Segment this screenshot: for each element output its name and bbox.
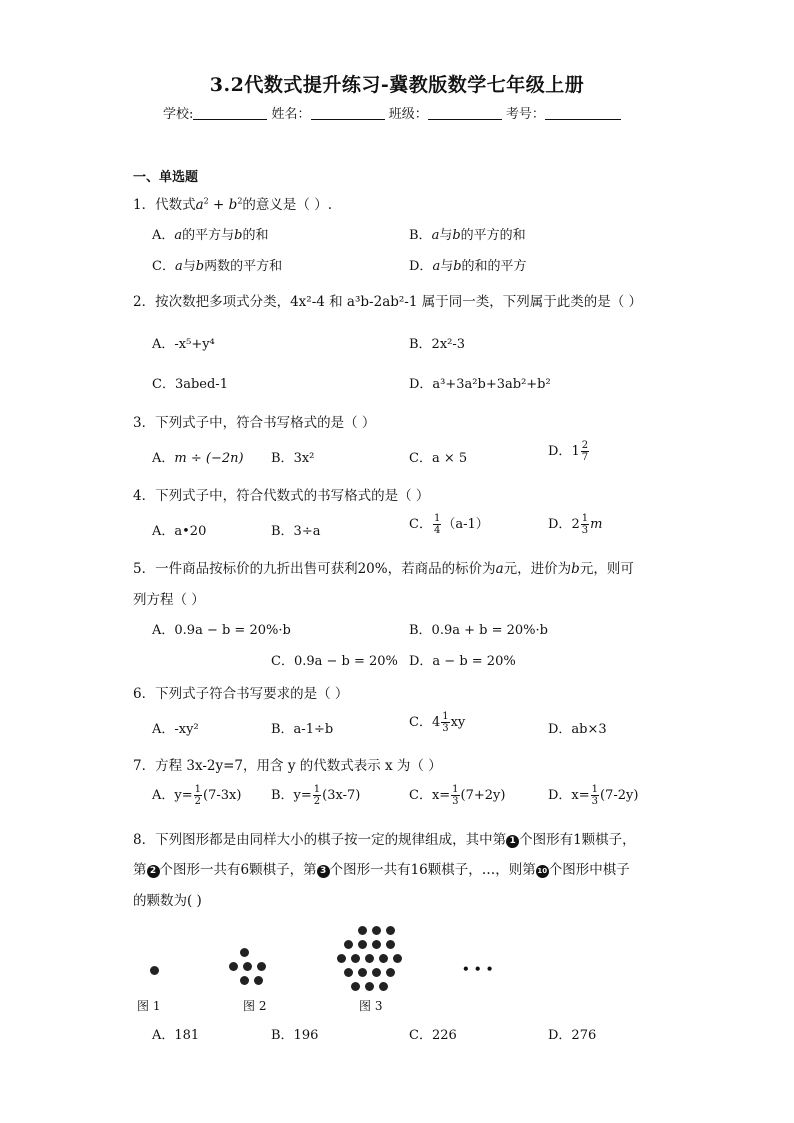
q8-option-c[interactable]: C．226 (409, 1028, 457, 1043)
q6-option-d[interactable]: D．ab×3 (548, 722, 607, 737)
q6-option-c[interactable]: C．4 $\frac{1}{3}$ xy (409, 711, 466, 734)
question-5-stem-line1: 5．一件商品按标价的九折出售可获利20%，若商品的标价为a元，进价为b元，则可 (133, 561, 634, 577)
q8-option-a[interactable]: A．181 (152, 1028, 200, 1043)
id-label: 考号： (505, 107, 545, 122)
name-label: 姓名： (271, 107, 311, 122)
section-title: 一、单选题 (133, 170, 199, 185)
figure-1-label: 图 1 (137, 999, 161, 1013)
figure-3-label: 图 3 (359, 999, 383, 1013)
q3-option-c[interactable]: C．a × 5 (409, 451, 468, 466)
q2-option-b[interactable]: B．2x²-3 (409, 337, 466, 352)
q7-option-d[interactable]: D．x= $\frac{1}{3}$ (7-2y) (548, 784, 639, 807)
figure-2-label: 图 2 (243, 999, 267, 1013)
q3-option-d[interactable]: D．1 $\frac{2}{7}$ (548, 440, 589, 463)
page-title: 3.2代数式提升练习-冀教版数学七年级上册 (209, 74, 585, 96)
circled-number-3: 3 (317, 865, 330, 878)
circled-number-1: 1 (506, 835, 519, 848)
class-blank[interactable] (428, 106, 502, 120)
question-6-stem: 6．下列式子符合书写要求的是（ ） (133, 686, 349, 702)
q1-option-b[interactable]: B．a与b的平方的和 (409, 228, 526, 243)
q8-option-b[interactable]: B．196 (271, 1028, 319, 1043)
q2-option-d[interactable]: D．a³+3a²b+3ab²+b² (409, 377, 551, 392)
q5-option-d[interactable]: D．a − b = 20% (409, 654, 516, 669)
q4-option-b[interactable]: B．3÷a (271, 524, 321, 539)
q6-option-a[interactable]: A．-xy² (152, 722, 199, 737)
id-blank[interactable] (545, 106, 621, 120)
school-label: 学校: (163, 107, 194, 122)
circled-number-2: 2 (147, 865, 160, 878)
q8-option-d[interactable]: D．276 (548, 1028, 597, 1043)
question-8-stem-line3: 的颗数为( ) (133, 893, 202, 909)
question-1-stem: 1．代数式$a^2 + b^2$的意义是（ ）. (133, 196, 332, 213)
circled-number-10: 10 (536, 865, 549, 878)
q7-option-b[interactable]: B．y= $\frac{1}{2}$ (3x-7) (271, 784, 361, 807)
q2-option-c[interactable]: C．3abed-1 (152, 377, 228, 392)
q3-option-b[interactable]: B．3x² (271, 451, 315, 466)
question-7-stem: 7．方程 3x-2y=7，用含 y 的代数式表示 x 为（ ） (133, 758, 442, 774)
question-3-stem: 3．下列式子中，符合书写格式的是（ ） (133, 415, 376, 431)
question-8-stem-line1: 8．下列图形都是由同样大小的棋子按一定的规律组成，其中第 1 个图形有1颗棋子， (133, 832, 636, 848)
q4-option-c[interactable]: C． $\frac{1}{4}$ （a-1） (409, 513, 489, 536)
question-8-stem-line2: 第 2 个图形一共有6颗棋子，第 3 个图形一共有16颗棋子，…，则第 10 个图形中棋子 (133, 862, 630, 878)
question-2-stem: 2．按次数把多项式分类，4x²-4 和 a³b-2ab²-1 属于同一类，下列属于此类的是（ ） (133, 294, 643, 310)
q5-option-b[interactable]: B．0.9a + b = 20%·b (409, 623, 548, 638)
q4-option-d[interactable]: D．2 $\frac{1}{3}$ m (548, 513, 603, 536)
q5-option-c[interactable]: C．0.9a − b = 20% (271, 654, 398, 669)
q1-option-a[interactable]: A．a的平方与b的和 (152, 228, 269, 243)
q1-option-d[interactable]: D．a与b的和的平方 (409, 259, 527, 274)
class-label: 班级： (388, 107, 428, 122)
q1-option-c[interactable]: C．a与b两数的平方和 (152, 259, 283, 274)
figure-ellipsis: • • • (462, 962, 494, 976)
q6-option-b[interactable]: B．a-1÷b (271, 722, 334, 737)
name-blank[interactable] (311, 106, 385, 120)
question-4-stem: 4．下列式子中，符合代数式的书写格式的是（ ） (133, 488, 430, 504)
q2-option-a[interactable]: A．-x⁵+y⁴ (152, 337, 215, 352)
question-5-stem-line2: 列方程（ ） (133, 592, 205, 608)
q7-option-c[interactable]: C．x= $\frac{1}{3}$ (7+2y) (409, 784, 506, 807)
student-info-line (163, 103, 621, 122)
q7-option-a[interactable]: A．y= $\frac{1}{2}$ (7-3x) (152, 784, 242, 807)
q3-option-a[interactable]: A．m ÷ (−2n) (152, 451, 244, 466)
school-blank[interactable] (193, 106, 267, 120)
q5-option-a[interactable]: A．0.9a − b = 20%·b (152, 623, 291, 638)
q4-option-a[interactable]: A．a•20 (152, 524, 207, 539)
